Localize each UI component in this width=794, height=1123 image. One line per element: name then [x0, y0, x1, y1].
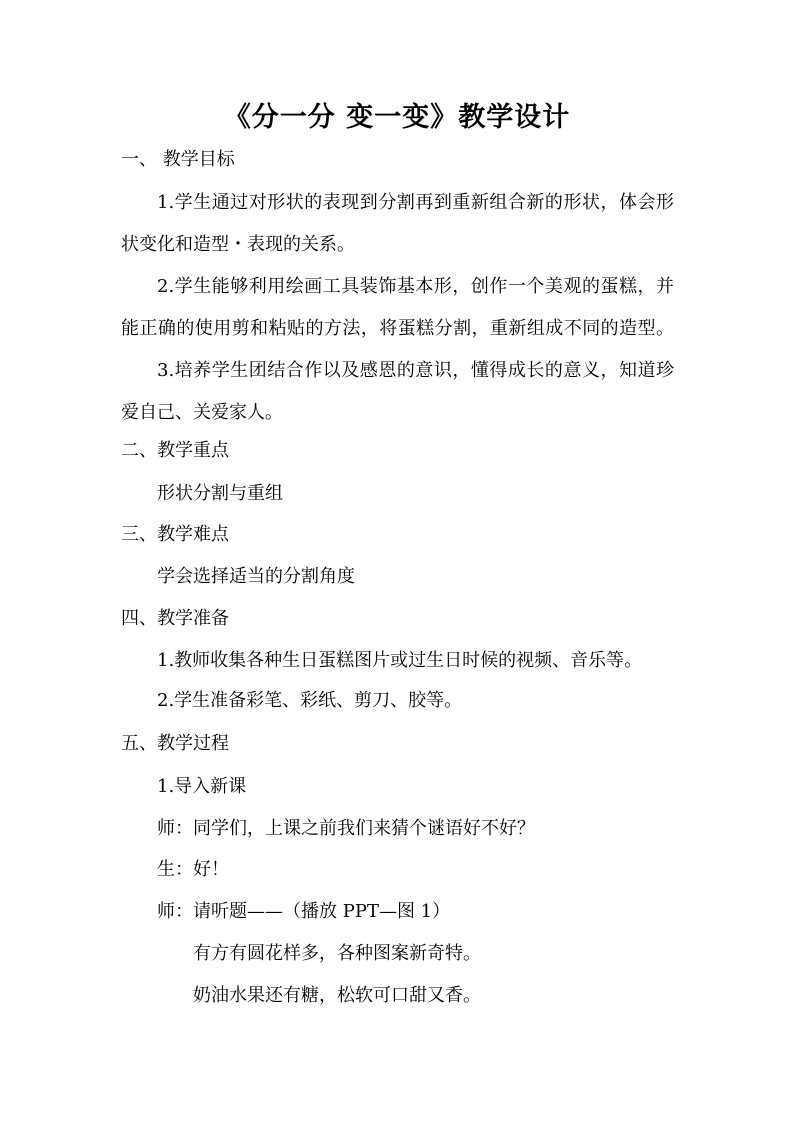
objective-2-line-1: 2.学生能够利用绘画工具装饰基本形，创作一个美观的蛋糕，并	[157, 276, 674, 297]
process-teacher-line-2: 师：请听题——（播放 PPT—图 1）	[157, 901, 451, 922]
process-student-line-1: 生：好！	[157, 859, 229, 880]
process-teacher-line-1: 师：同学们，上课之前我们来猜个谜语好不好？	[157, 818, 535, 839]
process-step-1: 1.导入新课	[157, 776, 247, 797]
section-heading-process: 五、教学过程	[121, 733, 229, 754]
section-heading-objectives: 一、 教学目标	[121, 149, 235, 170]
key-point-text: 形状分割与重组	[157, 483, 283, 504]
riddle-line-2: 奶油水果还有糖，松软可口甜又香。	[193, 985, 481, 1006]
section-heading-difficulty: 三、教学难点	[121, 524, 229, 545]
section-heading-preparation: 四、教学准备	[121, 608, 229, 629]
objective-1-line-2: 状变化和造型・表现的关系。	[121, 234, 355, 255]
preparation-item-1: 1.教师收集各种生日蛋糕图片或过生日时候的视频、音乐等。	[157, 650, 643, 671]
riddle-line-1: 有方有圆花样多，各种图案新奇特。	[193, 943, 481, 964]
objective-3-line-2: 爱自己、关爱家人。	[121, 402, 283, 423]
difficulty-text: 学会选择适当的分割角度	[157, 566, 355, 587]
document-title: 《分一分 变一变》教学设计	[223, 102, 571, 133]
section-heading-key-point: 二、教学重点	[121, 440, 229, 461]
preparation-item-2: 2.学生准备彩笔、彩纸、剪刀、胶等。	[157, 690, 463, 711]
objective-3-line-1: 3.培养学生团结合作以及感恩的意识，懂得成长的意义，知道珍	[157, 360, 674, 381]
objective-2-line-2: 能正确的使用剪和粘贴的方法，将蛋糕分割，重新组成不同的造型。	[121, 318, 674, 339]
objective-1-line-1: 1.学生通过对形状的表现到分割再到重新组合新的形状，体会形	[157, 192, 674, 213]
